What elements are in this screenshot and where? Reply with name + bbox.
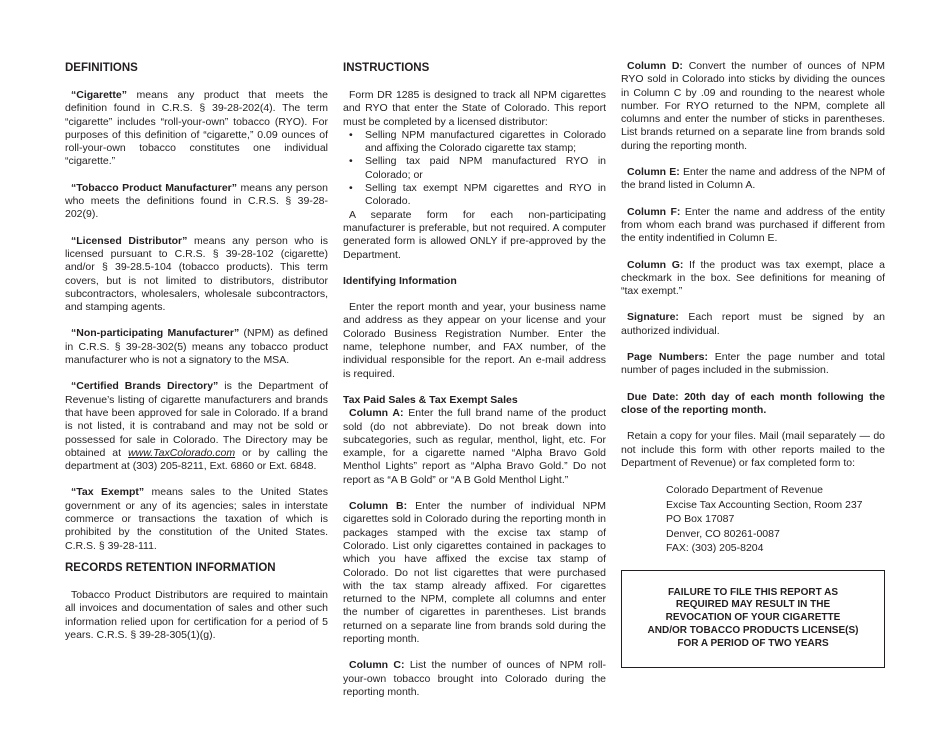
taxcolorado-link[interactable]: www.TaxColorado.com <box>128 446 236 459</box>
definitions-heading: DEFINITIONS <box>65 62 138 74</box>
column-d-text: Column D: Convert the number of ounces of NPM RYO sold in Colorado into sticks by dividing the ounces in Column C by .09 and rounding to the nearest whole number. For RYO returned to the NPM, complete all columns and enter the number of sticks in parentheses. List brands returned on a separate line from brands sold during the reporting month. <box>621 60 886 152</box>
sales-heading: Tax Paid Sales & Tax Exempt Sales <box>343 393 518 406</box>
column-f-text: Column F: Enter the name and address of the entity from whom each brand was purchased if different from the entity indentified in Column E. <box>621 205 885 245</box>
definition-cigarette: “Cigarette” means any product that meets the definition found in C.R.S. § 39-28-202(4). The term “cigarette” includes “roll-your-own” tobacco (RYO). For purposes of this definition of “cigarette,” 0.09 ounces of roll-your-own tobacco constitutes one individual “cigarette.” <box>65 89 328 168</box>
columns-continued <box>621 60 885 668</box>
column-b-text: Column B: Enter the number of individual NPM cigarettes sold in Colorado during the reporting month in packages stamped with the excise tax stamp of Colorado. List only cigarettes contained in packages to which you have affixed the excise tax stamp of Colorado. Do not list cigarettes that were purchased with the tax stamp already affixed. For cigarettes returned to the NPM, complete all columns and enter the number of cigarettes in parentheses. List brands returned on a separate line from brands sold during the reporting month. <box>343 500 607 645</box>
definition-directory: “Certified Brands Directory” is the Department of Revenue’s listing of cigarette manufacturers and brands that have been approved for sale in Colorado. If a brand is not listed, it is contraband and may not be sold or possessed for sale in Colorado. The Directory may be obtained at www.TaxColorado.com or by calling the department at (303) 205-8211, Ext. 6860 or Ext. 6848. <box>65 380 328 473</box>
definition-manufacturer: “Tobacco Product Manufacturer” means any person who meets the definitions found in C.R.S. § 39-28-202(9). <box>65 181 328 221</box>
mailing-address: Colorado Department of Revenue Excise Tax Accounting Section, Room 237 PO Box 17087 Denver, CO 80261-0087 FAX: (303) 205-8204 <box>666 484 863 555</box>
retain-text: Retain a copy for your files. Mail (mail separately — do not include this form with other reports mailed to the Department of Revenue) or fax completed form to: <box>621 430 885 469</box>
due-date-text: Due Date: 20th day of each month following the close of the reporting month. <box>621 390 885 416</box>
column-a-text: Column A: Enter the full brand name of the product sold (do not abbreviate). Do not break down into subcategories, such as regular, menthol, light, etc. For example, for a cigarette named “Alpha Bravo Gold Menthol Lights” report as “Alpha Bravo Gold.” Do not report as “A B Gold” or “A B Gold Menthol Light.” <box>343 407 607 486</box>
column-g-text: Column G: If the product was tax exempt, place a checkmark in the box. See definitions for meaning of “tax exempt.” <box>621 258 885 298</box>
column-c-text: Column C: List the number of ounces of NPM roll-your-own tobacco brought into Colorado during the reporting month. <box>343 659 606 698</box>
separate-form-text: A separate form for each non-participating manufacturer is preferable, but not required. A computer generated form is allowed ONLY if pre-approved by the Department. <box>343 208 606 261</box>
page-numbers-text: Page Numbers: Enter the page number and total number of pages included in the submission. <box>621 351 885 377</box>
distributor-bullets <box>343 129 606 209</box>
signature-text: Signature: Each report must be signed by an authorized individual. <box>621 311 885 337</box>
records-heading: RECORDS RETENTION INFORMATION <box>65 561 276 574</box>
list-item: • Selling tax exempt NPM cigarettes and RYO in Colorado. <box>349 182 606 208</box>
column-e-text: Column E: Enter the name and address of the NPM of the brand listed in Column A. <box>621 166 885 192</box>
instructions-column <box>343 60 606 699</box>
list-item: • Selling NPM manufactured cigarettes in Colorado and affixing the Colorado cigarette tax stamp; <box>349 128 606 155</box>
instructions-intro: Form DR 1285 is designed to track all NPM cigarettes and RYO that enter the State of Colorado. This report must be completed by a licensed distributor: <box>343 89 606 128</box>
instructions-heading: INSTRUCTIONS <box>343 62 430 74</box>
identifying-heading: Identifying Information <box>343 274 457 287</box>
definition-tax-exempt: “Tax Exempt” means sales to the United States government or any of its agencies; sales in interstate commerce or transactions the taxation of which is prohibited by the constitution of the United States. C.R.S. § 39-28-111. <box>65 486 328 552</box>
definition-distributor: “Licensed Distributor” means any person who is licensed pursuant to C.R.S. § 39-28-102 (cigarette) and/or § 39-28.5-104 (tobacco products). This term covers, but is not limited to distributors, distributor subcontractors, wholesalers, wholesale subcontractors, and stamping agents. <box>65 234 328 314</box>
definitions-column <box>65 60 328 642</box>
definition-npm: “Non-participating Manufacturer” (NPM) as defined in C.R.S. § 39-28-302(5) means any tobacco product manufacturer who is not a signatory to the MSA. <box>65 327 328 367</box>
identifying-text: Enter the report month and year, your business name and address as they appear on your license and your Colorado Business Registration Number. Enter the name, telephone number, and FAX number, of the individual responsible for the report. An e-mail address is required. <box>343 301 606 380</box>
failure-warning-box: FAILURE TO FILE THIS REPORT AS REQUIRED MAY RESULT IN THE REVOCATION OF YOUR CIGARETTE AND/OR TOBACCO PRODUCTS LICENSE(S) FOR A PERIOD OF TWO YEARS <box>621 570 885 668</box>
list-item: • Selling tax paid NPM manufactured RYO in Colorado; or <box>349 155 606 181</box>
records-text: Tobacco Product Distributors are required to maintain all invoices and documentation of sales and other such information relied upon for certification for a period of 5 years. C.R.S. § 39-28-305(1)(g). <box>65 588 328 641</box>
